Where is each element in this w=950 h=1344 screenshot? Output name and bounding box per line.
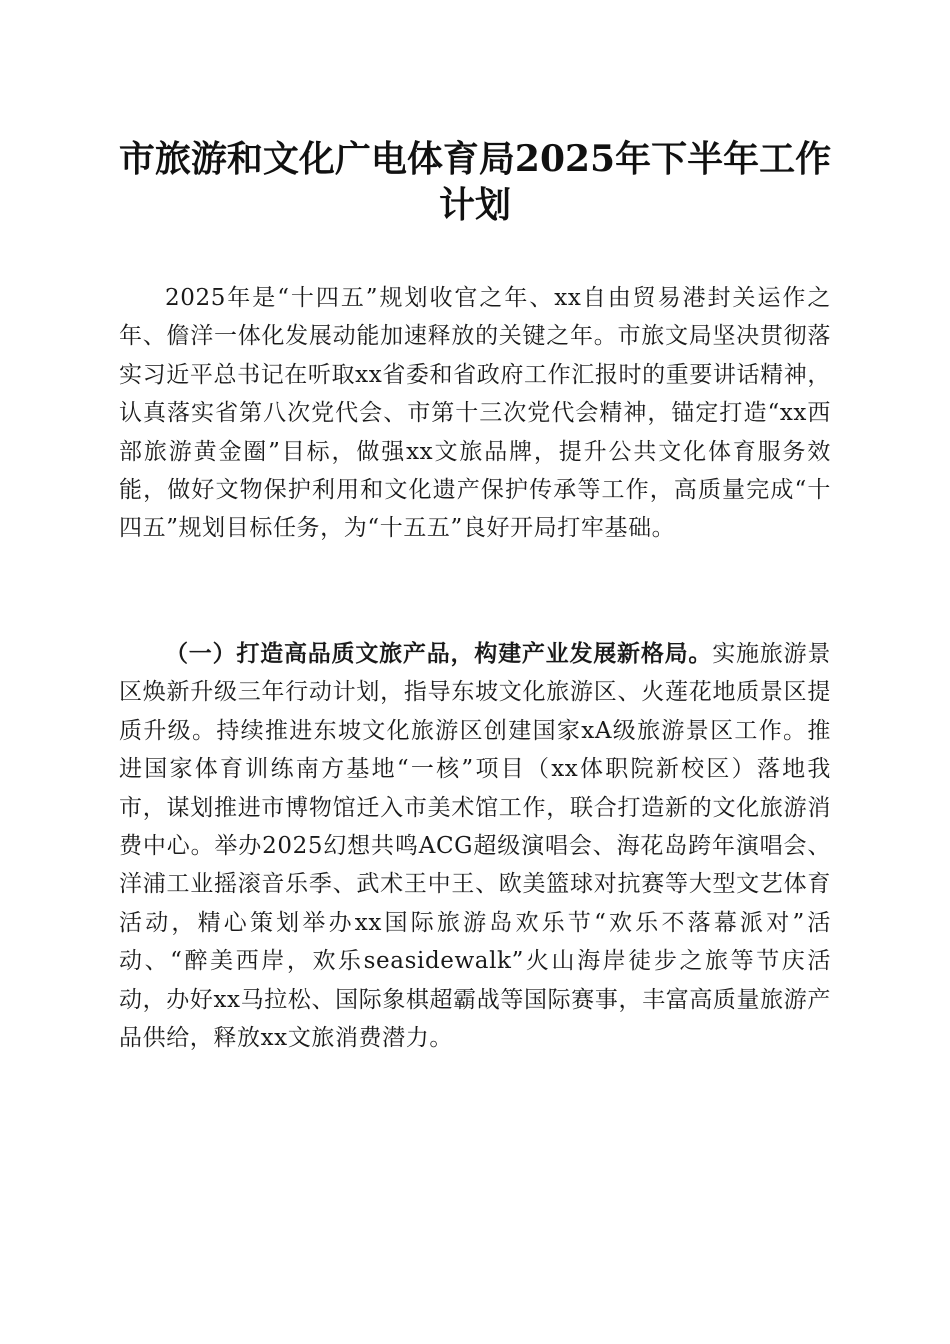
paragraph-intro [119, 279, 831, 548]
paragraph-intro-text: 2025年是“十四五”规划收官之年、xx自由贸易港封关运作之年、儋洋一体化发展动能加速释放的关键之年。市旅文局坚决贯彻落实习近平总书记在听取xx省委和省政府工作汇报时的重要讲话精神，认真落实省第八次党代会、市第十三次党代会精神，锚定打造“xx西部旅游黄金圈”目标，做强xx文旅品牌，提升公共文化体育服务效能，做好文物保护利用和文化遗产保护传承等工作，高质量完成“十四五”规划目标任务，为“十五五”良好开局打牢基础。 [119, 285, 831, 542]
section-1-text: 实施旅游景区焕新升级三年行动计划，指导东坡文化旅游区、火莲花地质景区提质升级。持续推进东坡文化旅游区创建国家xA级旅游景区工作。推进国家体育训练南方基地“一核”项目（xx体职院新校区）落地我市，谋划推进市博物馆迁入市美术馆工作，联合打造新的文化旅游消费中心。举办2025幻想共鸣ACG超级演唱会、海花岛跨年演唱会、洋浦工业摇滚音乐季、武术王中王、欧美篮球对抗赛等大型文艺体育活动，精心策划举办xx国际旅游岛欢乐节“欢乐不落幕派对”活动、“醉美西岸，欢乐seasidewalk”火山海岸徒步之旅等节庆活动，办好xx马拉松、国际象棋超霸战等国际赛事，丰富高质量旅游产品供给，释放xx文旅消费潜力。 [119, 641, 831, 1052]
document-title: 市旅游和文化广电体育局2025年下半年工作计划 [118, 138, 832, 226]
section-1-heading: （一）打造高品质文旅产品，构建产业发展新格局。 [165, 640, 713, 667]
paragraph-section-1 [119, 635, 831, 1057]
